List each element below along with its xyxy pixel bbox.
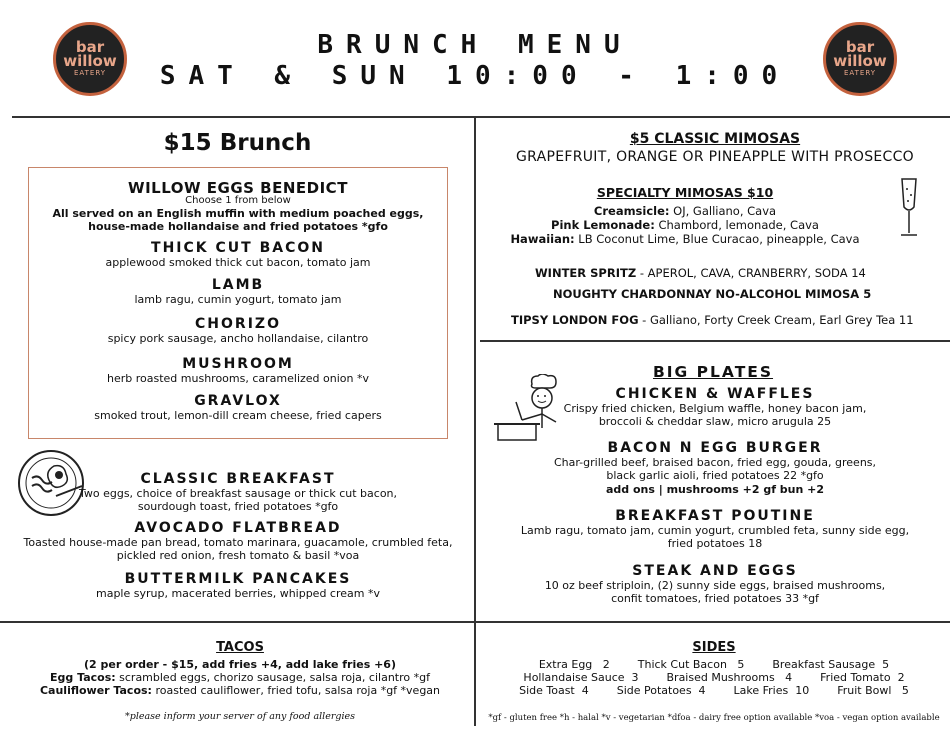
item-desc: black garlic aioli, fried potatoes 22 *gfo bbox=[606, 469, 824, 482]
tacos-title: TACOS bbox=[216, 640, 264, 655]
logo-text-eatery: EATERY bbox=[73, 69, 107, 77]
specialty-item bbox=[490, 204, 880, 218]
drink-desc: LB Coconut Lime, Blue Curacao, pineapple, Cava bbox=[574, 232, 860, 246]
item-name: CHICKEN & WAFFLES bbox=[615, 386, 815, 402]
item-desc: 10 oz beef striploin, (2) sunny side eggs, braised mushrooms, bbox=[544, 579, 886, 592]
drink-desc: OJ, Galliano, Cava bbox=[669, 204, 777, 218]
drink-item bbox=[535, 266, 935, 280]
benedict-option bbox=[28, 393, 448, 422]
option-name: LAMB bbox=[211, 277, 265, 293]
specialty-item bbox=[490, 218, 880, 232]
sides-title: SIDES bbox=[692, 640, 736, 655]
taco-item bbox=[20, 671, 460, 684]
item-desc: pickled red onion, fresh tomato & basil *voa bbox=[116, 549, 360, 562]
big-plate-item bbox=[540, 386, 890, 428]
drink-item bbox=[553, 287, 933, 301]
sides-row: Hollandaise Sauce 3 Braised Mushrooms 4 Fried Tomato 2 bbox=[523, 671, 905, 684]
taco-desc: scrambled eggs, chorizo sausage, salsa roja, cilantro *gf bbox=[115, 671, 430, 684]
benedict-option bbox=[28, 316, 448, 345]
item-desc: Two eggs, choice of breakfast sausage or thick cut bacon, bbox=[78, 487, 398, 500]
logo-text-willow: willow bbox=[63, 52, 117, 70]
option-name: MUSHROOM bbox=[182, 356, 294, 372]
page-hours: SAT & SUN 10:00 - 1:00 bbox=[159, 61, 791, 91]
taco-item bbox=[20, 684, 460, 697]
drink-item bbox=[511, 313, 941, 327]
logo-text-willow: willow bbox=[833, 52, 887, 70]
item-name: BACON N EGG BURGER bbox=[607, 440, 823, 456]
menu-item bbox=[28, 571, 448, 600]
champagne-glass-icon bbox=[896, 177, 922, 239]
logo-text-bar: bar bbox=[75, 38, 105, 56]
drink-desc: - APEROL, CAVA, CRANBERRY, SODA 14 bbox=[636, 266, 866, 280]
item-name: CLASSIC BREAKFAST bbox=[140, 471, 336, 487]
big-plate-item bbox=[520, 563, 910, 605]
drink-name: WINTER SPRITZ bbox=[535, 266, 637, 280]
drink-name: Hawaiian: bbox=[510, 232, 575, 246]
drink-desc: - Galliano, Forty Creek Cream, Earl Grey Tea 11 bbox=[638, 313, 914, 327]
option-name: THICK CUT BACON bbox=[151, 240, 325, 256]
option-desc: smoked trout, lemon-dill cream cheese, fried capers bbox=[94, 409, 382, 422]
item-desc: sourdough toast, fried potatoes *gfo bbox=[137, 500, 339, 513]
divider-bottom bbox=[0, 621, 950, 623]
item-desc: Crispy fried chicken, Belgium waffle, honey bacon jam, bbox=[563, 402, 867, 415]
tacos-section bbox=[20, 640, 460, 697]
taco-name: Cauliflower Tacos: bbox=[39, 684, 152, 697]
item-desc: maple syrup, macerated berries, whipped cream *v bbox=[95, 587, 380, 600]
option-desc: applewood smoked thick cut bacon, tomato jam bbox=[105, 256, 371, 269]
drink-name: Pink Lemonade: bbox=[551, 218, 655, 232]
sides-section bbox=[484, 640, 944, 697]
benedict-section bbox=[28, 179, 448, 233]
option-name: CHORIZO bbox=[195, 316, 281, 332]
item-desc: fried potatoes 18 bbox=[667, 537, 763, 550]
mimosas-section bbox=[480, 131, 950, 165]
taco-desc: roasted cauliflower, fried tofu, salsa roja *gf *vegan bbox=[151, 684, 441, 697]
item-desc: confit tomatoes, fried potatoes 33 *gf bbox=[611, 592, 819, 605]
benedict-title: WILLOW EGGS BENEDICT bbox=[128, 179, 348, 197]
specialty-item bbox=[490, 232, 880, 246]
option-name: GRAVLOX bbox=[194, 393, 282, 409]
benedict-note: All served on an English muffin with medium poached eggs, bbox=[52, 207, 424, 220]
item-addons: add ons | mushrooms +2 gf bun +2 bbox=[605, 483, 825, 496]
sides-row: Extra Egg 2 Thick Cut Bacon 5 Breakfast Sausage 5 bbox=[538, 658, 890, 671]
benedict-option bbox=[28, 356, 448, 385]
brunch15-title: $15 Brunch bbox=[163, 130, 312, 156]
big-plates-title: BIG PLATES bbox=[652, 363, 774, 381]
drink-name: TIPSY LONDON FOG bbox=[511, 313, 639, 327]
taco-name: Egg Tacos: bbox=[50, 671, 116, 684]
item-desc: broccoli & cheddar slaw, micro arugula 25 bbox=[598, 415, 832, 428]
menu-item bbox=[28, 471, 448, 513]
page-title: BRUNCH MENU bbox=[317, 30, 633, 60]
benedict-note: house-made hollandaise and fried potatoes *gfo bbox=[88, 220, 388, 233]
item-desc: Toasted house-made pan bread, tomato marinara, guacamole, crumbled feta, bbox=[23, 536, 453, 549]
option-desc: lamb ragu, cumin yogurt, tomato jam bbox=[134, 293, 342, 306]
specialty-title: SPECIALTY MIMOSAS $10 bbox=[596, 185, 774, 200]
big-plate-item bbox=[530, 440, 900, 496]
menu-item bbox=[20, 520, 456, 562]
allergy-note: *please inform your server of any food allergies bbox=[125, 711, 355, 722]
option-desc: spicy pork sausage, ancho hollandaise, cilantro bbox=[107, 332, 369, 345]
classic-mimosas-title: $5 CLASSIC MIMOSAS bbox=[629, 131, 801, 147]
benedict-option bbox=[28, 240, 448, 269]
specialty-mimosas bbox=[490, 185, 880, 246]
sides-row: Side Toast 4 Side Potatoes 4 Lake Fries 10 Fruit Bowl 5 bbox=[519, 684, 909, 697]
item-desc: Char-grilled beef, braised bacon, fried egg, gouda, greens, bbox=[553, 456, 877, 469]
benedict-subtitle: Choose 1 from below bbox=[185, 195, 291, 206]
item-name: BUTTERMILK PANCAKES bbox=[124, 571, 352, 587]
drink-name: Creamsicle: bbox=[593, 204, 670, 218]
divider-right-mid bbox=[480, 340, 950, 342]
divider-top bbox=[12, 116, 950, 118]
item-name: BREAKFAST POUTINE bbox=[615, 508, 815, 524]
big-plate-item bbox=[500, 508, 930, 550]
dietary-legend: *gf - gluten free *h - halal *v - vegetarian *dfoa - dairy free option available *voa - vegan option available bbox=[488, 713, 940, 723]
option-desc: herb roasted mushrooms, caramelized onion *v bbox=[107, 372, 369, 385]
classic-mimosas-desc: GRAPEFRUIT, ORANGE OR PINEAPPLE WITH PROSECCO bbox=[516, 149, 914, 165]
drink-desc: Chambord, lemonade, Cava bbox=[654, 218, 819, 232]
drink-name: NOUGHTY CHARDONNAY NO-ALCOHOL MIMOSA 5 bbox=[553, 287, 872, 301]
logo-text-bar: bar bbox=[845, 38, 875, 56]
divider-vertical bbox=[474, 116, 476, 726]
item-desc: Lamb ragu, tomato jam, cumin yogurt, crumbled feta, sunny side egg, bbox=[520, 524, 910, 537]
tacos-note: (2 per order - $15, add fries +4, add lake fries +6) bbox=[84, 658, 396, 671]
benedict-option bbox=[28, 277, 448, 306]
item-name: STEAK AND EGGS bbox=[632, 563, 798, 579]
logo-text-eatery: EATERY bbox=[843, 69, 877, 77]
item-name: AVOCADO FLATBREAD bbox=[134, 520, 342, 536]
